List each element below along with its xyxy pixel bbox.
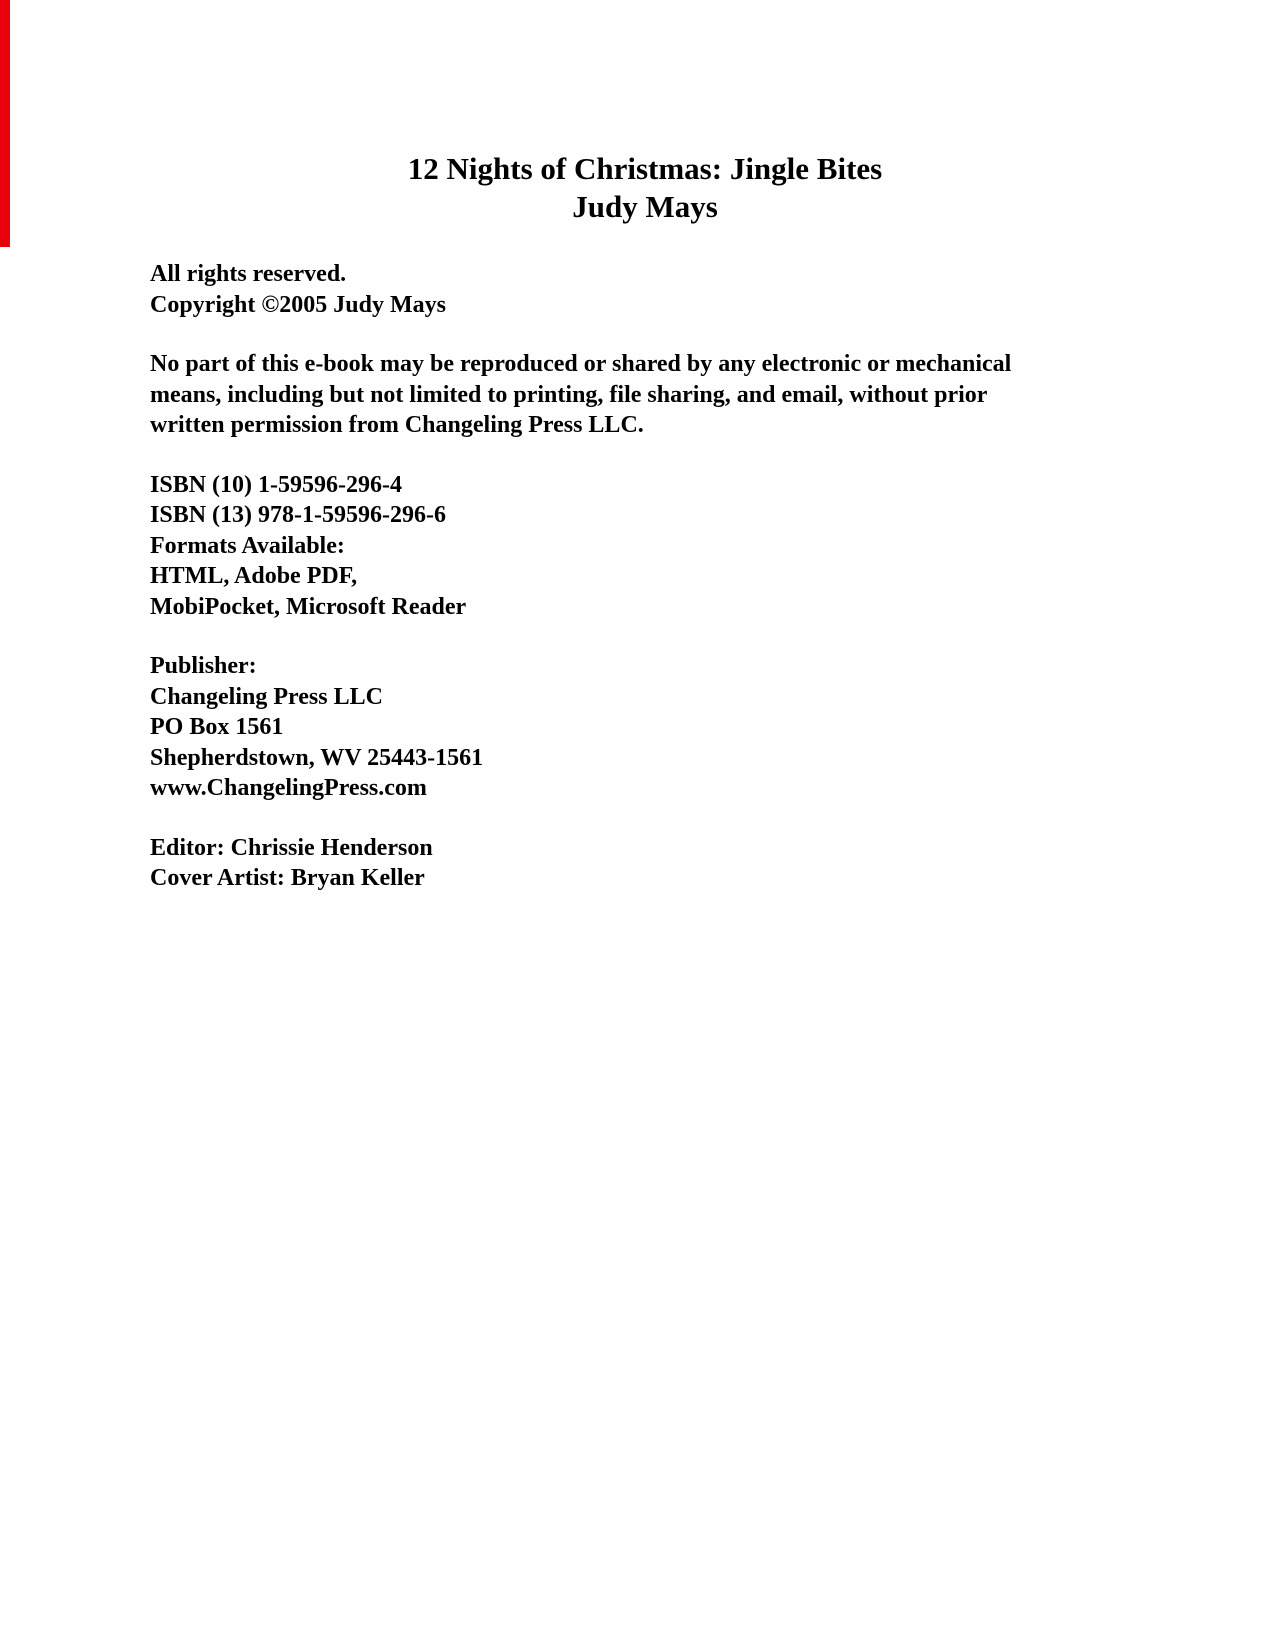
all-rights-line: All rights reserved. [150,261,347,287]
notice-line: No part of this e-book may be reproduced or shared by any electronic or mechanical [150,351,1012,377]
credits-block [150,833,1140,894]
copyright-line: Copyright ©2005 Judy Mays [150,291,446,318]
publisher-city-state-zip: Shepherdstown, WV 25443-1561 [150,744,484,771]
reproduction-notice [150,349,1140,441]
formats-line-mobi-reader: MobiPocket, Microsoft Reader [150,593,467,620]
publisher-block [150,651,1140,804]
editor-credit: Editor: Chrissie Henderson [150,834,433,861]
page-content [150,150,1140,923]
rights-block [150,259,1140,320]
publisher-website: www.ChangelingPress.com [150,775,427,801]
notice-line: means, including but not limited to printing, file sharing, and email, without prior [150,381,988,408]
cover-artist-credit: Cover Artist: Bryan Keller [150,865,425,891]
formats-line-html-pdf: HTML, Adobe PDF, [150,563,358,589]
title-block [150,150,1140,226]
notice-line: written permission from Changeling Press LLC. [150,412,644,438]
publisher-name: Changeling Press LLC [150,683,383,710]
isbn-block [150,470,1140,623]
isbn13-line: ISBN (13) 978-1-59596-296-6 [150,502,446,528]
book-title: 12 Nights of Christmas: Jingle Bites [407,151,883,186]
isbn10-line: ISBN (10) 1-59596-296-4 [150,471,402,498]
formats-label: Formats Available: [150,532,345,559]
publisher-pobox: PO Box 1561 [150,714,284,740]
book-author: Judy Mays [572,189,718,224]
publisher-label: Publisher: [150,653,257,679]
scroll-position-marker [0,0,10,247]
